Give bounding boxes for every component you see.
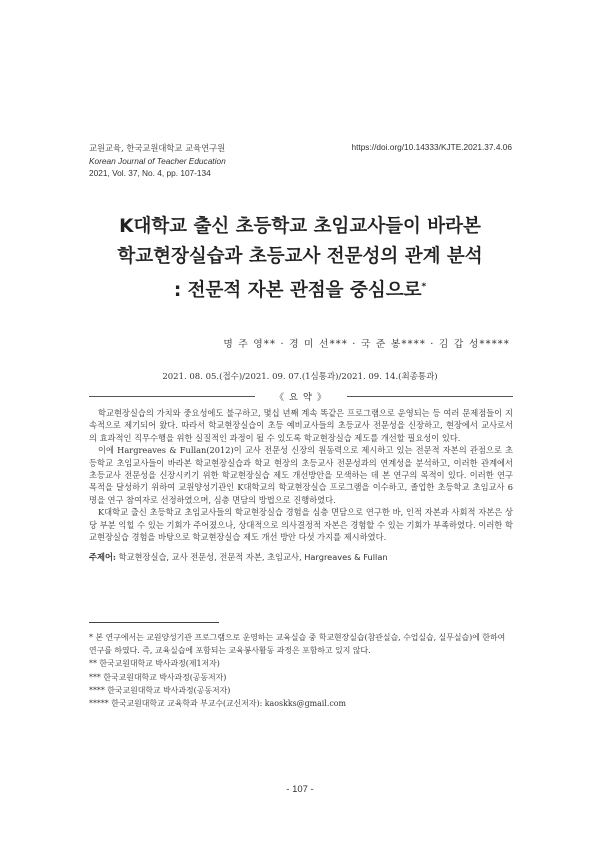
keywords [89, 551, 513, 563]
title-line-2: 학교현장실습과 초등교사 전문성의 관계 분석 [117, 246, 483, 267]
journal-name-korean: 교원교육, 한국교원대학교 교육연구원 [89, 143, 226, 153]
title-footnote-mark: * [421, 282, 427, 292]
page-number: - 107 - [286, 784, 314, 795]
journal-header [89, 142, 226, 180]
footnote-2: ** 한국교원대학교 박사과정(제1저자) [89, 659, 220, 669]
paper-title [60, 212, 540, 306]
abstract-paragraph-2: 이에 Hargreaves & Fullan(2012)이 교사 전문성 신장의 원동력으로 제시하고 있는 전문적 자본의 관점으로 초등학교 초임교사들이 바라본 학교현장실습과 학교 현장의 초등교사 전문성과의 연계성을 분석하고, 이러한 관계에서 초등교사 전문성을 신장시키기 위한 학교현장실습 제도 개선방안을 모색하는 데 본 연구의 목적이 있다. 이러한 연구 목적을 달성하기 위하여 교원양성기관인 K대학교의 학교현장실습 프로그램을 이수하고, 졸업한 초등학교 초임교사 6명을 연구 참여자로 선정하였으며, 심층 면담의 방법으로 진행하였다. [89, 445, 513, 505]
footnotes [89, 631, 513, 710]
doi-link[interactable]: https://doi.org/10.14333/KJTE.2021.37.4.06 [351, 142, 512, 152]
footnote-divider [89, 622, 219, 623]
author-list: 명 주 영** · 경 미 선*** · 국 준 봉**** · 김 갑 성***** [223, 339, 510, 350]
keywords-text: 학교현장실습, 교사 전문성, 전문적 자본, 초임교사, Hargreaves & Fullan [118, 552, 388, 563]
keywords-label: 주제어: [89, 552, 116, 563]
footnote-1: * 본 연구에서는 교원양성기관 프로그램으로 운영하는 교육실습 중 학교현장실습(참관실습, 수업실습, 실무실습)에 한하여 연구를 하였다. 즉, 교육실습에 포함되는 교육봉사활동 과정은 포함하고 있지 않다. [89, 633, 506, 656]
footnote-4: **** 한국교원대학교 박사과정(공동저자) [89, 685, 231, 695]
abstract-heading [89, 389, 513, 403]
footnote-5: ***** 한국교원대학교 교육학과 부교수(교신저자): kaoskks@gmail.com [89, 699, 347, 709]
abstract-rule-left [89, 396, 255, 397]
abstract-paragraph-1: 학교현장실습의 가치와 중요성에도 불구하고, 몇십 년째 계속 똑같은 프로그램으로 운영되는 등 여러 문제점들이 지속적으로 제기되어 왔다. 따라서 학교현장실습이 초등 예비교사들의 초등교사 전문성을 신장하고, 현장에서 교사로서의 효과적인 직무수행을 위한 실질적인 과정이 될 수 있도록 학교현장실습 제도를 개선할 필요성이 있다. [89, 408, 513, 443]
footnote-3: *** 한국교원대학교 박사과정(공동저자) [89, 672, 227, 682]
journal-name-english: Korean Journal of Teacher Education [89, 155, 226, 166]
title-line-1: K대학교 출신 초등학교 초임교사들이 바라본 [119, 216, 481, 237]
abstract-paragraph-3: K대학교 출신 초등학교 초임교사들의 학교현장실습 경험을 심층 면담으로 연구한 바, 인적 자본과 사회적 자본은 상당 부분 익힐 수 있는 기회가 주어졌으나, 상대적으로 의사결정적 자본은 경험할 수 있는 기회가 부족하였다. 이러한 학교현장실습 경험을 바탕으로 학교현장실습 제도 개선 방안 다섯 가지를 제시하였다. [89, 507, 513, 543]
abstract-heading-label: 《 요 약 》 [274, 392, 328, 403]
abstract-rule-right [347, 396, 513, 397]
journal-volume: 2021, Vol. 37, No. 4, pp. 107-134 [89, 168, 211, 178]
abstract-body [89, 407, 513, 564]
title-line-3 [60, 272, 540, 306]
review-dates: 2021. 08. 05.(접수)/2021. 09. 07.(1심통과)/2021. 09. 14.(최종통과) [162, 372, 438, 382]
title-line-3-text: : 전문적 자본 관점을 중심으로 [173, 280, 422, 302]
